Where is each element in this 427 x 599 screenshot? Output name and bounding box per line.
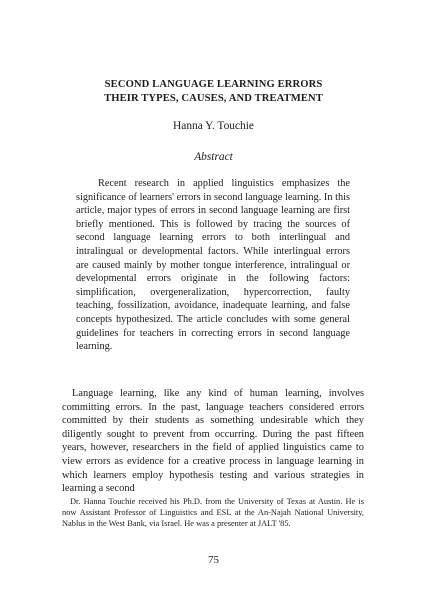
author-footnote: Dr. Hanna Touchie received his Ph.D. from the University of Texas at Austin. He is now Assistant Professor of Linguistics and ESL at the An-Najah National University, Nablus in the West Bank, via Israel. He was a presenter at JALT '85. [62,497,364,529]
body-paragraph: Language learning, like any kind of human learning, involves committing errors. In the past, language teachers considered errors committed by their students as something undesirable which they diligently sought to prevent from occurring. During the past fifteen years, however, researchers in the field of applied linguistics came to view errors as evidence for a creative process in language learning in which learners employ hypothesis testing and various strategies in learning a second [62,388,364,495]
page-number: 75 [208,554,219,566]
article-title-line-1: SECOND LANGUAGE LEARNING ERRORS [104,79,323,90]
abstract-heading: Abstract [194,151,233,163]
author-name: Hanna Y. Touchie [173,120,254,132]
abstract-text: Recent research in applied linguistics emphasizes the significance of learners' errors in second language learning. In this article, major types of errors in second language learning are first briefly mentioned. This is followed by tracing the sources of second language learning errors to both interlingual and intralingual or developmental factors. While interlingual errors are caused mainly by mother tongue interference, intralingual or developmental errors originate in the following factors: simplification, overgeneralization, hypercorrection, faulty teaching, fossilization, avoidance, inadequate learning, and false concepts hypothesized. The article concludes with some general guidelines for teachers in correcting errors in second language learning. [76,178,350,353]
article-title-line-2: THEIR TYPES, CAUSES, AND TREATMENT [104,93,323,104]
